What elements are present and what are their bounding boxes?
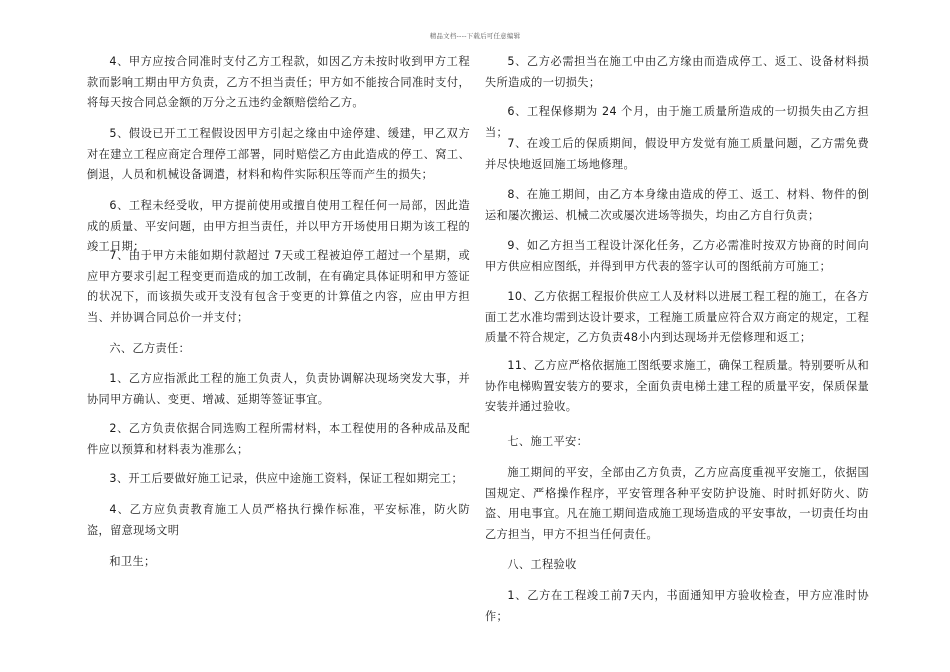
clause-b5: 5、乙方必需担当在施工中由乙方缘由而造成停工、返工、设备材料损失所造成的一切损失； xyxy=(485,55,869,89)
clause-b7: 7、在竣工后的保质期间，假设甲方发觉有施工质量问题，乙方需免费并尽快地返回施工场地修理。 xyxy=(485,137,869,171)
clause-b6-warranty: 6、工程保修期为 24 个月，由于施工质量所造成的一切损失由乙方担当； xyxy=(485,105,869,139)
section-heading-8: 八、工程验收 xyxy=(507,558,577,571)
clause-b8: 8、在施工期间，由乙方本身缘由造成的停工、返工、材料、物件的倒运和屡次搬运、机械二次或屡次进场等损失，均由乙方自行负责； xyxy=(485,188,869,222)
clause-b4: 4、乙方应负责教育施工人员严格执行操作标准，平安标准，防火防盗，留意现场文明 xyxy=(87,503,470,537)
clause-c1-acceptance: 1、乙方在工程竣工前7天内，书面通知甲方验收检查，甲方应准时协作； xyxy=(485,589,869,623)
clause-b4-cont: 和卫生； xyxy=(109,555,156,568)
clause-b10: 10、乙方依据工程报价供应工人及材料以进展工程工程的施工，在各方面工艺水准均需到达设计要求，工程施工质量应符合双方商定的规定，工程质量不符合规定，乙方负责48小内到达现场并无偿修理和返工； xyxy=(485,290,869,344)
clause-a5-suspension: 5、假设已开工工程假设因甲方引起之缘由中途停建、缓建，甲乙双方对在建立工程应商定合理停工部署，同时赔偿乙方由此造成的停工、窝工、倒退，人员和机械设备调遣，材料和构件实际积压等而产生的损失； xyxy=(87,127,470,181)
clause-a7-delay: 7、由于甲方未能如期付款超过 7天或工程被迫停工超过一个星期，或应甲方要求引起工程变更而造成的加工改制，在有确定具体证明和甲方签证的状况下，而该损失或开支没有包含于变更的计算值之内容，应由甲方担当、并协调合同总价一并支付； xyxy=(87,249,470,324)
section-heading-6: 六、乙方责任： xyxy=(109,342,191,355)
clause-b2: 2、乙方负责依据合同选购工程所需材料，本工程使用的各种成品及配件应以预算和材料表为准那么； xyxy=(87,422,470,456)
clause-b9: 9、如乙方担当工程设计深化任务，乙方必需准时按双方协商的时间向甲方供应相应图纸，并得到甲方代表的签字认可的图纸前方可施工； xyxy=(485,239,869,273)
clause-b1: 1、乙方应指派此工程的施工负责人，负责协调解决现场突发大事，并协同甲方确认、变更、增减、延期等签证事宜。 xyxy=(87,372,470,406)
clause-b11: 11、乙方应严格依据施工图纸要求施工，确保工程质量。特别要听从和协作电梯购置安装方的要求，全面负责电梯土建工程的质量平安，保质保量安装并通过验收。 xyxy=(485,359,869,413)
page-header: 精品文档----下载后可任意编辑 xyxy=(429,32,521,40)
section-heading-7: 七、施工平安： xyxy=(507,435,589,448)
clause-a4-payment: 4、甲方应按合同准时支付乙方工程款，如因乙方未按时收到甲方工程款而影响工期由甲方负责，乙方不担当责任；甲方如不能按合同准时支付，将每天按合同总金额的万分之五违约金额赔偿给乙方。 xyxy=(87,55,470,109)
safety-paragraph: 施工期间的平安，全部由乙方负责，乙方应高度重视平安施工，依据国国规定、严格操作程序，平安管理各种平安防护设施、时时抓好防火、防盗、用电事宜。凡在施工期间造成施工现场造成的平安事故，一切责任均由乙方担当，甲方不担当任何责任。 xyxy=(485,466,869,541)
clause-b3: 3、开工后要做好施工记录，供应中途施工资料，保证工程如期完工； xyxy=(109,472,463,485)
clause-a6-early-use: 6、工程未经受收，甲方提前使用或擅自使用工程任何一局部，因此造成的质量、平安问题，由甲方担当责任，并以甲方开场使用日期为该工程的竣工日期； xyxy=(87,199,470,253)
